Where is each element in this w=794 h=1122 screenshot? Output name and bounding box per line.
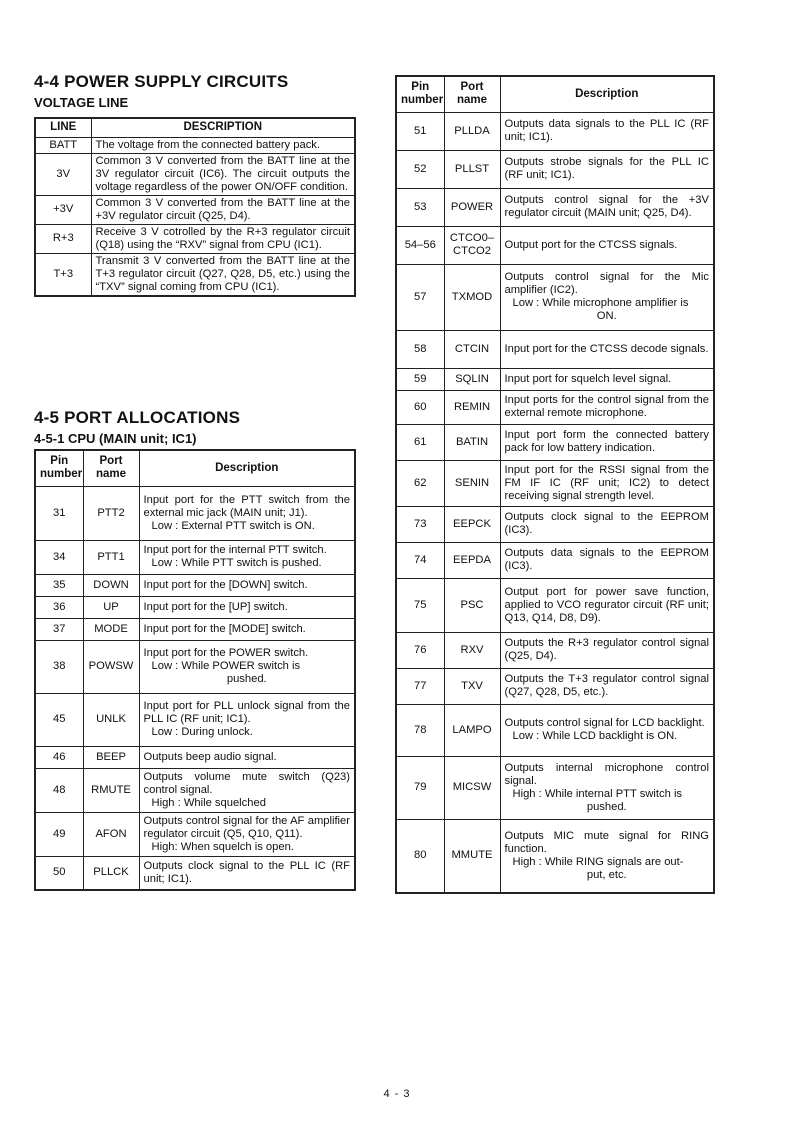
voltage-line-table <box>34 117 356 297</box>
port-row <box>396 330 714 368</box>
pin-number: 59 <box>396 368 444 390</box>
description-line: ON. <box>596 310 617 322</box>
port-description <box>500 188 714 226</box>
port-row <box>396 578 714 632</box>
description-line: High : While internal PTT switch is <box>512 787 683 800</box>
description-line: put, etc. <box>586 868 627 881</box>
description-line: Input port for the RSSI signal from the FM IF IC (RF unit; IC2) to detect receiving signal strength level. <box>504 463 709 502</box>
port-description <box>139 618 355 640</box>
description-line: Low : While POWER switch is <box>151 660 301 672</box>
port-row <box>396 188 714 226</box>
description-line: Outputs beep audio signal. <box>143 750 277 763</box>
description-line: Common 3 V converted from the BATT line at the 3V regulator circuit (IC6). The circuit outputs the voltage regardless of the power ON/OFF condition. <box>95 154 350 193</box>
port-name: LAMPO <box>444 704 500 756</box>
line-description <box>91 153 355 195</box>
port-row <box>396 819 714 893</box>
pin-number: 45 <box>35 693 83 746</box>
pin-number: 58 <box>396 330 444 368</box>
description-line: Outputs strobe signals for the PLL IC (RF unit; IC1). <box>504 156 709 181</box>
pin-number: 73 <box>396 506 444 542</box>
port-row <box>35 746 355 768</box>
port-description <box>500 150 714 188</box>
description-line: Input port for squelch level signal. <box>504 372 672 385</box>
description-line: Input port for the [UP] switch. <box>143 600 288 613</box>
pin-number: 31 <box>35 486 83 540</box>
line-name: +3V <box>35 195 91 224</box>
description-line: Outputs control signal for the +3V regulator circuit (MAIN unit; Q25, D4). <box>504 194 709 219</box>
description-line: Input port for the [MODE] switch. <box>143 622 306 635</box>
port-name: UNLK <box>83 693 139 746</box>
port-row <box>396 226 714 264</box>
port-row <box>35 574 355 596</box>
port-name: CTCO0– CTCO2 <box>444 226 500 264</box>
port-name: RMUTE <box>83 768 139 812</box>
port-row <box>396 668 714 704</box>
pin-number: 46 <box>35 746 83 768</box>
description-line: pushed. <box>226 673 267 685</box>
port-name: POWSW <box>83 640 139 693</box>
description-line: Low : While PTT switch is pushed. <box>151 557 322 569</box>
pin-number: 75 <box>396 578 444 632</box>
line-description <box>91 137 355 153</box>
port-row <box>396 264 714 330</box>
port-row <box>396 424 714 460</box>
pin-number: 50 <box>35 856 83 890</box>
port-row <box>396 460 714 506</box>
pin-number: 37 <box>35 618 83 640</box>
line-name: 3V <box>35 153 91 195</box>
port-description <box>500 460 714 506</box>
port-description <box>139 596 355 618</box>
port-row <box>396 704 714 756</box>
description-line: Transmit 3 V converted from the BATT line at the T+3 regulator circuit (Q27, Q28, D5, etc.) using the “TXV” signal coming from CPU (IC1). <box>95 254 350 293</box>
header-description: Description <box>500 76 714 112</box>
voltage-row <box>35 224 355 253</box>
port-description <box>500 390 714 424</box>
pin-number: 74 <box>396 542 444 578</box>
header-pin: Pin number <box>35 450 83 486</box>
power-section-title: 4-4 POWER SUPPLY CIRCUITS <box>34 72 289 91</box>
header-description: Description <box>139 450 355 486</box>
port-name: TXV <box>444 668 500 704</box>
description-line: Output port for the CTCSS signals. <box>504 238 678 251</box>
line-description <box>91 195 355 224</box>
port-description <box>500 756 714 819</box>
description-line: Low : During unlock. <box>151 726 253 738</box>
pin-number: 52 <box>396 150 444 188</box>
port-row <box>396 506 714 542</box>
voltage-row <box>35 153 355 195</box>
pin-number: 35 <box>35 574 83 596</box>
port-name: PSC <box>444 578 500 632</box>
port-row <box>396 756 714 819</box>
description-line: pushed. <box>586 800 627 813</box>
description-line: Output port for power save function, applied to VCO regurator circuit (RF unit; Q13, Q14, D8, D9). <box>504 585 709 624</box>
port-description <box>139 746 355 768</box>
port-name: DOWN <box>83 574 139 596</box>
voltage-line-subtitle: VOLTAGE LINE <box>34 95 129 110</box>
port-name: REMIN <box>444 390 500 424</box>
pin-number: 61 <box>396 424 444 460</box>
description-line: Outputs the T+3 regulator control signal (Q27, Q28, D5, etc.). <box>504 673 709 698</box>
description-line: Input port for the [DOWN] switch. <box>143 578 308 591</box>
description-line: Input port for the internal PTT switch. <box>143 544 327 556</box>
line-name: T+3 <box>35 253 91 296</box>
description-line: Outputs clock signal to the PLL IC (RF unit; IC1). <box>143 859 350 885</box>
port-row <box>35 856 355 890</box>
port-description <box>500 668 714 704</box>
port-row <box>396 542 714 578</box>
port-row <box>396 390 714 424</box>
port-name: RXV <box>444 632 500 668</box>
description-line: Low : While microphone amplifier is <box>512 297 689 309</box>
port-description <box>500 330 714 368</box>
description-line: Outputs control signal for the Mic amplifier (IC2). <box>504 271 709 296</box>
description-line: High : While squelched <box>151 796 266 809</box>
port-description <box>139 574 355 596</box>
port-row <box>35 486 355 540</box>
port-description <box>500 542 714 578</box>
port-name: EEPCK <box>444 506 500 542</box>
port-row <box>396 368 714 390</box>
port-description <box>500 578 714 632</box>
pin-number: 60 <box>396 390 444 424</box>
description-line: Input port for the POWER switch. <box>143 647 309 659</box>
port-name: PLLDA <box>444 112 500 150</box>
port-description <box>139 540 355 574</box>
port-description <box>500 368 714 390</box>
port-row <box>35 640 355 693</box>
description-line: Outputs data signals to the PLL IC (RF unit; IC1). <box>504 118 709 143</box>
pin-number: 49 <box>35 812 83 856</box>
description-line: Low : While LCD backlight is ON. <box>512 730 678 742</box>
port-name: MODE <box>83 618 139 640</box>
port-name: EEPDA <box>444 542 500 578</box>
description-line: The voltage from the connected battery pack. <box>95 138 320 151</box>
port-description <box>500 704 714 756</box>
pin-number: 77 <box>396 668 444 704</box>
port-name: CTCIN <box>444 330 500 368</box>
port-name: MMUTE <box>444 819 500 893</box>
pin-number: 36 <box>35 596 83 618</box>
port-name: POWER <box>444 188 500 226</box>
pin-number: 76 <box>396 632 444 668</box>
cpu-subtitle: 4-5-1 CPU (MAIN unit; IC1) <box>34 431 197 446</box>
description-line: Outputs control signal for LCD backlight. <box>504 717 705 729</box>
port-row <box>35 618 355 640</box>
header-pin: Pin number <box>396 76 444 112</box>
port-description <box>139 640 355 693</box>
port-name: MICSW <box>444 756 500 819</box>
port-table-right <box>395 75 715 894</box>
port-description <box>500 632 714 668</box>
port-description <box>139 812 355 856</box>
page-number: 4 - 3 <box>383 1088 411 1100</box>
description-line: Receive 3 V cotrolled by the R+3 regulator circuit (Q18) using the “RXV” signal from CPU (IC1). <box>95 225 350 251</box>
port-description <box>139 768 355 812</box>
port-name: PTT1 <box>83 540 139 574</box>
port-row <box>35 693 355 746</box>
line-name: R+3 <box>35 224 91 253</box>
port-name: SQLIN <box>444 368 500 390</box>
header-port: Port name <box>444 76 500 112</box>
pin-number: 38 <box>35 640 83 693</box>
port-name: BEEP <box>83 746 139 768</box>
port-description <box>500 424 714 460</box>
port-name: SENIN <box>444 460 500 506</box>
voltage-row <box>35 195 355 224</box>
line-description <box>91 253 355 296</box>
port-name: PLLST <box>444 150 500 188</box>
header-port: Port name <box>83 450 139 486</box>
description-line: Outputs the R+3 regulator control signal (Q25, D4). <box>504 637 709 662</box>
port-name: PTT2 <box>83 486 139 540</box>
port-row <box>396 150 714 188</box>
port-name: TXMOD <box>444 264 500 330</box>
pin-number: 51 <box>396 112 444 150</box>
voltage-row <box>35 253 355 296</box>
description-line: Outputs data signals to the EEPROM (IC3). <box>504 547 709 572</box>
description-line: Outputs control signal for the AF amplifier regulator circuit (Q5, Q10, Q11). <box>143 814 350 840</box>
port-description <box>139 856 355 890</box>
port-row <box>35 812 355 856</box>
pin-number: 57 <box>396 264 444 330</box>
port-name: AFON <box>83 812 139 856</box>
description-line: Input port for PLL unlock signal from the PLL IC (RF unit; IC1). <box>143 700 350 725</box>
line-name: BATT <box>35 137 91 153</box>
pin-number: 80 <box>396 819 444 893</box>
port-name: BATIN <box>444 424 500 460</box>
pin-number: 48 <box>35 768 83 812</box>
port-section-title: 4-5 PORT ALLOCATIONS <box>34 408 241 427</box>
pin-number: 79 <box>396 756 444 819</box>
pin-number: 34 <box>35 540 83 574</box>
port-description <box>500 226 714 264</box>
header-line: LINE <box>35 118 91 137</box>
description-line: Input port for the PTT switch from the external mic jack (MAIN unit; J1). <box>143 493 350 519</box>
description-line: Outputs volume mute switch (Q23) control signal. <box>143 770 350 796</box>
description-line: Input port form the connected battery pack for low battery indication. <box>504 429 709 454</box>
port-row <box>396 632 714 668</box>
pin-number: 62 <box>396 460 444 506</box>
pin-number: 54–56 <box>396 226 444 264</box>
port-row <box>396 112 714 150</box>
description-line: Outputs internal microphone control signal. <box>504 761 709 787</box>
voltage-row <box>35 137 355 153</box>
description-line: Common 3 V converted from the BATT line at the +3V regulator circuit (Q25, D4). <box>95 196 350 222</box>
port-description <box>500 112 714 150</box>
pin-number: 53 <box>396 188 444 226</box>
port-row <box>35 596 355 618</box>
port-row <box>35 768 355 812</box>
port-description <box>139 486 355 540</box>
description-line: Outputs MIC mute signal for RING function. <box>504 829 709 855</box>
port-description <box>500 264 714 330</box>
port-description <box>500 819 714 893</box>
port-description <box>500 506 714 542</box>
port-name: UP <box>83 596 139 618</box>
port-name: PLLCK <box>83 856 139 890</box>
description-line: Outputs clock signal to the EEPROM (IC3). <box>504 511 709 536</box>
header-description: DESCRIPTION <box>91 118 355 137</box>
description-line: Low : External PTT switch is ON. <box>151 519 315 532</box>
line-description <box>91 224 355 253</box>
description-line: Input ports for the control signal from the external remote microphone. <box>504 394 709 419</box>
description-line: High : While RING signals are out- <box>512 855 684 868</box>
description-line: Input port for the CTCSS decode signals. <box>504 342 709 355</box>
description-line: High: When squelch is open. <box>151 840 294 853</box>
port-description <box>139 693 355 746</box>
port-row <box>35 540 355 574</box>
port-table-left <box>34 449 356 891</box>
pin-number: 78 <box>396 704 444 756</box>
